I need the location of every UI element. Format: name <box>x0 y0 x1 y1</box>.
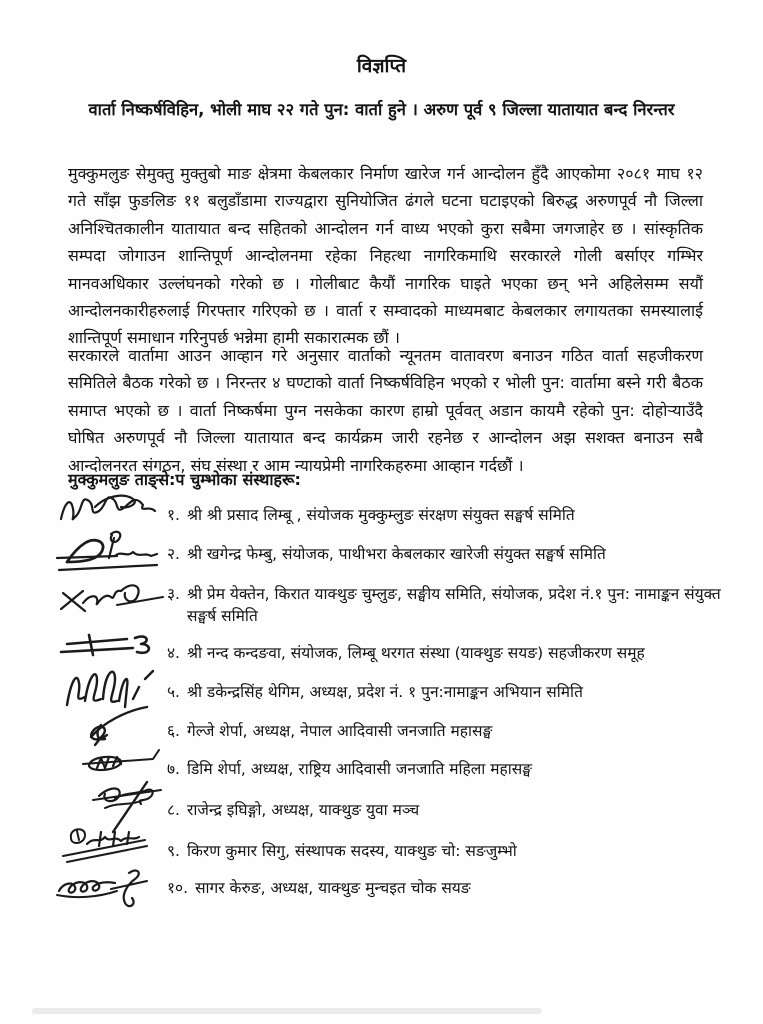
signatory-text <box>167 681 727 703</box>
signatory-text <box>167 504 727 526</box>
headline: वार्ता निष्कर्षविहिन, भोली माघ २२ गते पुन: वार्ता हुने । अरुण पूर्व ९ जिल्ला यातायात बन्द निरन्तर <box>88 100 675 119</box>
signatory-number: १. <box>167 506 180 524</box>
signatory-row-3 <box>55 576 727 634</box>
signatory-number: ७. <box>167 760 180 778</box>
signatory-text <box>167 720 727 742</box>
signatory-text <box>167 799 727 821</box>
signatory-label: श्री श्री प्रसाद लिम्बू , संयोजक मुक्कुम्लुङ संरक्षण संयुक्त सङ्घर्ष समिति <box>187 506 575 524</box>
signatory-text <box>167 543 727 565</box>
signatory-number: ४. <box>167 644 180 662</box>
signatory-row-9 <box>55 832 727 870</box>
paragraph-2: सरकारले वार्तामा आउन आव्हान गरे अनुसार वार्ताको न्यूनतम वातावरण बनाउन गठित वार्ता सहजीकरण समितिले बैठक गरेको छ । निरन्तर ४ घण्टाको वार्ता निष्कर्षविहिन भएको र भोली पुन: वार्तामा बस्ने गरी बैठक समाप्त भएको छ । वार्ता निष्कर्षमा पुग्न नसकेका कारण हाम्रो पूर्ववत् अडान कायमै रहेको पुन: दोहोऱ्याउँदै घोषित अरुणपूर्व नौ जिल्ला यातायात बन्द कार्यक्रम जारी रहनेछ र आन्दोलन अझ सशक्त बनाउन सबै आन्दोलनरत संगठन, संघ संस्था र आम न्यायप्रेमी नागरिकहरुमा आव्हान गर्दछौं । <box>68 346 703 475</box>
signatory-row-6 <box>55 712 727 750</box>
signatory-text <box>167 583 727 627</box>
signature-5-image <box>55 661 167 711</box>
signatory-row-2 <box>55 532 727 576</box>
signatory-text <box>167 758 727 780</box>
paragraph-1: मुक्कुमलुङ सेमुक्तु मुक्तुबो माङ क्षेत्रमा केबलकार निर्माण खारेज गर्न आन्दोलन हुँदै आएकोमा २०८१ माघ १२ गते साँझ फुङलिङ ११ बलुडाँडामा राज्यद्वारा सुनियोजित ढंगले घटना घटाइएको बिरुद्ध अरुणपूर्व नौ जिल्ला अनिश्चितकालीन यातायात बन्द सहितको आन्दोलन गर्न वाध्य भएको कुरा सबैमा जगजाहेर छ । सांस्कृतिक सम्पदा जोगाउन शान्तिपूर्ण आन्दोलनमा रहेका निहत्था नागरिकमाथि सरकारले गोली बर्साएर गम्भिर मानवअधिकार उल्लंघनको गरेको छ । गोलीबाट कैयौं नागरिक घाइते भएका छन् भने अहिलेसम्म सयौं आन्दोलनकारीहरुलाई गिरफ्तार गरिएको छ । वार्ता र सम्वादको माध्यमबाट केबलकार लगायतका समस्यालाई शान्तिपूर्ण समाधान गरिनुपर्छ भन्नेमा हामी सकारात्मक छौं । <box>68 164 703 348</box>
signature-9-image <box>55 826 167 870</box>
signatory-number: ५. <box>167 683 180 701</box>
signatory-number: २. <box>167 545 180 563</box>
scan-edge-artifact <box>32 1008 542 1014</box>
signatory-number: १०. <box>167 879 189 897</box>
signatory-label: किरण कुमार सिगु, संस्थापक सदस्य, याक्थुङ चो: सङजुम्भो <box>187 842 517 860</box>
signature-2-image <box>55 530 167 574</box>
signatory-label: श्री खगेन्द्र फेम्बु, संयोजक, पाथीभरा केबलकार खारेजी संयुक्त सङ्घर्ष समिति <box>187 545 606 563</box>
signatory-label: श्री डकेन्द्रसिंह थेगिम, अध्यक्ष, प्रदेश नं. १ पुन:नामाङ्कन अभियान समिति <box>187 683 583 701</box>
signatory-label: राजेन्द्र इघिङ्गो, अध्यक्ष, याक्थुङ युवा मञ्च <box>187 801 420 819</box>
signatory-label: सागर केरुङ, अध्यक्ष, याक्थुङ मुन्चइत चोक सयङ <box>195 879 471 897</box>
signatory-number: ९. <box>167 842 180 860</box>
signatories-heading: मुक्कुमलुङ ताङ्से:प चुम्भोका संस्थाहरू: <box>68 470 301 489</box>
signature-1-image <box>55 485 167 529</box>
signatory-number: ३. <box>167 585 180 603</box>
signatory-label: गेल्जे शेर्पा, अध्यक्ष, नेपाल आदिवासी जनजाति महासङ्घ <box>187 722 493 740</box>
signatory-number: ६. <box>167 722 180 740</box>
signatory-label: श्री नन्द कन्दङवा, संयोजक, लिम्बू थरगत संस्था (याक्थुङ सयङ) सहजीकरण समूह <box>187 644 645 662</box>
signatory-label: डिमि शेर्पा, अध्यक्ष, राष्ट्रिय आदिवासी जनजाति महिला महासङ्घ <box>187 760 532 778</box>
signature-6-image <box>55 705 167 749</box>
signatory-text <box>167 840 727 862</box>
document-title: विज्ञप्ति <box>356 55 407 77</box>
signature-10-image <box>55 867 167 911</box>
signatory-text <box>167 642 727 664</box>
signatory-row-1 <box>55 498 727 532</box>
signature-3-image <box>55 577 167 621</box>
signatory-label: श्री प्रेम येक्तेन, किरात याक्थुङ चुम्लुङ, सङ्घीय समिति, संयोजक, प्रदेश नं.१ पुन: नामाङ्कन संयुक्त सङ्घर्ष समिति <box>187 585 721 625</box>
signatory-list <box>55 498 727 906</box>
signatory-text <box>167 877 727 899</box>
signatory-row-10 <box>55 870 727 906</box>
signatory-number: ८. <box>167 801 180 819</box>
